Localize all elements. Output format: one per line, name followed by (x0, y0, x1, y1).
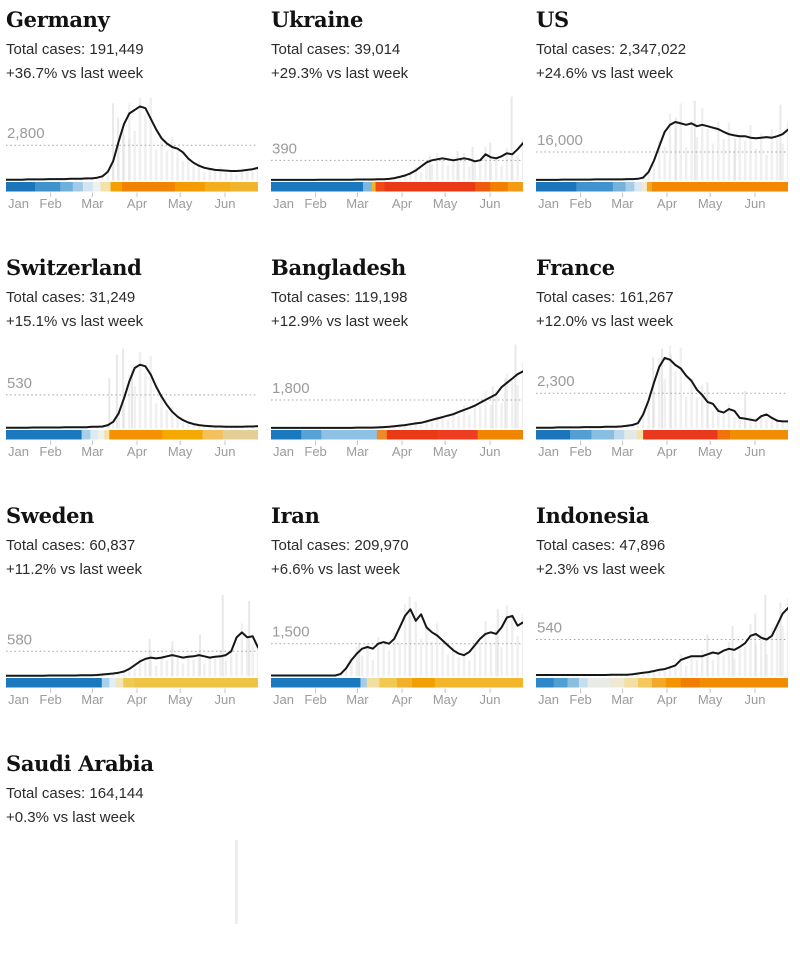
country-title: Germany (6, 7, 110, 32)
total-cases-value: 2,347,022 (619, 41, 687, 58)
country-title: Bangladesh (271, 255, 407, 280)
country-title: Ukraine (271, 7, 364, 32)
month-color-strip (271, 430, 523, 440)
country-title: Saudi Arabia (6, 751, 154, 776)
month-label: Apr (391, 444, 413, 459)
month-label: Feb (304, 196, 327, 211)
month-label: Jan (8, 692, 29, 707)
month-label: Apr (126, 196, 148, 211)
month-label: Apr (656, 692, 678, 707)
total-cases-label: Total cases: (6, 537, 86, 554)
threshold-label: 540 (537, 619, 563, 637)
weekly-change-label: vs last week (53, 809, 135, 826)
month-label: May (167, 444, 193, 459)
weekly-change-label: vs last week (326, 313, 409, 330)
country-panel (6, 752, 258, 960)
month-label: May (432, 692, 458, 707)
total-cases (6, 40, 258, 60)
daily-bars (32, 98, 258, 181)
country-panel (6, 256, 258, 464)
month-label: Feb (569, 196, 592, 211)
weekly-change (271, 560, 523, 580)
x-axis (273, 689, 500, 708)
month-label: Feb (304, 692, 327, 707)
weekly-change-value: +0.3% (6, 809, 49, 826)
total-cases (271, 536, 523, 556)
weekly-change (6, 312, 258, 332)
weekly-change-label: vs last week (583, 561, 665, 578)
month-label: Jun (479, 692, 501, 707)
country-title: Indonesia (536, 503, 650, 528)
x-axis (538, 193, 765, 212)
total-cases-label: Total cases: (271, 41, 351, 58)
weekly-change-value: +6.6% (271, 561, 314, 578)
total-cases-value: 31,249 (89, 289, 136, 306)
month-label: Jan (538, 444, 559, 459)
month-label: May (697, 196, 723, 211)
month-label: Jun (744, 444, 766, 459)
month-label: Mar (611, 444, 634, 459)
x-axis (538, 689, 765, 708)
cases-chart (536, 96, 788, 216)
month-label: Jun (744, 692, 766, 707)
threshold-label: 530 (7, 374, 33, 392)
month-label: Feb (569, 444, 592, 459)
month-color-strip (6, 182, 258, 192)
daily-bars (562, 346, 788, 429)
month-label: Jun (214, 196, 236, 211)
month-color-strip (536, 182, 788, 192)
month-label: Mar (81, 196, 104, 211)
weekly-change-value: +2.3% (536, 561, 579, 578)
cases-chart (6, 344, 258, 464)
total-cases (536, 288, 788, 308)
month-color-strip (6, 678, 258, 688)
month-label: Jun (744, 196, 766, 211)
month-label: Jan (538, 196, 559, 211)
total-cases-label: Total cases: (6, 41, 86, 58)
month-label: Mar (611, 196, 634, 211)
total-cases (6, 288, 258, 308)
weekly-change-value: +15.1% (6, 313, 58, 330)
country-title: Switzerland (6, 255, 142, 280)
country-panel (6, 504, 258, 712)
country-panel (271, 8, 523, 216)
total-cases-value: 161,267 (619, 289, 674, 306)
month-label: Apr (391, 196, 413, 211)
month-label: Apr (126, 444, 148, 459)
month-label: Mar (346, 196, 369, 211)
month-label: Jun (214, 692, 236, 707)
daily-bars (275, 601, 523, 676)
country-panel (536, 256, 788, 464)
threshold-label: 1,500 (272, 623, 310, 641)
month-color-strip (271, 182, 523, 192)
threshold-label: 2,300 (537, 373, 575, 391)
total-cases (6, 784, 258, 804)
cases-chart (536, 344, 788, 464)
weekly-change-label: vs last week (61, 65, 144, 82)
weekly-change-value: +36.7% (6, 65, 58, 82)
country-panel (536, 8, 788, 216)
month-label: Jan (273, 444, 294, 459)
month-label: Jan (538, 692, 559, 707)
month-label: Apr (126, 692, 148, 707)
total-cases-label: Total cases: (6, 785, 86, 802)
month-label: Mar (346, 692, 369, 707)
weekly-change (271, 312, 523, 332)
weekly-change-value: +29.3% (271, 65, 323, 82)
threshold-label: 580 (7, 631, 33, 649)
total-cases (271, 40, 523, 60)
total-cases-label: Total cases: (6, 289, 86, 306)
cases-chart (536, 592, 788, 712)
total-cases-value: 191,449 (89, 41, 144, 58)
total-cases-label: Total cases: (271, 289, 351, 306)
month-label: Jan (8, 444, 29, 459)
outlier-spikes (149, 595, 251, 676)
total-cases-value: 164,144 (89, 785, 144, 802)
x-axis (273, 193, 500, 212)
weekly-change-label: vs last week (591, 313, 674, 330)
country-panel (271, 504, 523, 712)
month-label: Apr (391, 692, 413, 707)
month-label: Feb (39, 196, 62, 211)
total-cases (271, 288, 523, 308)
total-cases-value: 209,970 (354, 537, 409, 554)
month-label: Jun (214, 444, 236, 459)
total-cases-value: 47,896 (619, 537, 666, 554)
x-axis (8, 441, 235, 460)
country-title: France (536, 255, 615, 280)
x-axis (273, 441, 500, 460)
month-label: Jun (479, 444, 501, 459)
month-label: Mar (81, 692, 104, 707)
outlier-spikes (429, 97, 513, 181)
month-label: May (697, 692, 723, 707)
month-label: Mar (81, 444, 104, 459)
month-label: Feb (304, 444, 327, 459)
threshold-label: 390 (272, 140, 298, 158)
weekly-change (271, 64, 523, 84)
daily-bars (32, 352, 258, 429)
month-label: Jan (273, 692, 294, 707)
total-cases-label: Total cases: (536, 289, 616, 306)
month-label: Mar (611, 692, 634, 707)
total-cases-value: 119,198 (354, 289, 408, 306)
weekly-change (6, 560, 258, 580)
country-title: Iran (271, 503, 320, 528)
month-color-strip (271, 678, 523, 688)
weekly-change-label: vs last week (60, 561, 143, 578)
weekly-change-label: vs last week (61, 313, 144, 330)
cases-chart (6, 840, 258, 960)
daily-bars (334, 138, 523, 181)
month-label: May (432, 196, 458, 211)
cases-chart (6, 592, 258, 712)
daily-bars (572, 103, 788, 180)
threshold-label: 2,800 (7, 125, 45, 143)
x-axis (8, 689, 235, 708)
weekly-change-label: vs last week (591, 65, 674, 82)
total-cases-value: 39,014 (354, 41, 401, 58)
weekly-change (536, 560, 788, 580)
total-cases-value: 60,837 (89, 537, 136, 554)
weekly-change-label: vs last week (318, 561, 400, 578)
threshold-label: 1,800 (272, 379, 310, 397)
country-title: US (536, 7, 569, 32)
month-label: Feb (569, 692, 592, 707)
month-label: May (167, 196, 193, 211)
month-label: Jun (479, 196, 501, 211)
cases-chart (271, 344, 523, 464)
total-cases-label: Total cases: (536, 537, 616, 554)
threshold-label: 16,000 (537, 131, 583, 149)
weekly-change-value: +24.6% (536, 65, 588, 82)
weekly-change-value: +12.0% (536, 313, 588, 330)
country-title: Sweden (6, 503, 95, 528)
total-cases (536, 536, 788, 556)
month-label: May (697, 444, 723, 459)
month-label: Feb (39, 444, 62, 459)
country-panel (536, 504, 788, 712)
total-cases-label: Total cases: (271, 537, 351, 554)
month-label: Apr (656, 196, 678, 211)
weekly-change (536, 312, 788, 332)
month-color-strip (6, 430, 258, 440)
month-label: Feb (39, 692, 62, 707)
month-label: Mar (346, 444, 369, 459)
cases-chart (6, 96, 258, 216)
charts-grid (6, 8, 800, 960)
month-label: Apr (656, 444, 678, 459)
weekly-change-label: vs last week (326, 65, 409, 82)
month-color-strip (536, 678, 788, 688)
country-panel (6, 8, 258, 216)
weekly-change-value: +12.9% (271, 313, 323, 330)
cases-chart (271, 96, 523, 216)
weekly-change (6, 808, 258, 828)
total-cases (6, 536, 258, 556)
country-panel (271, 256, 523, 464)
weekly-change (6, 64, 258, 84)
weekly-change (536, 64, 788, 84)
total-cases (536, 40, 788, 60)
month-label: May (167, 692, 193, 707)
cases-chart (271, 592, 523, 712)
month-label: Jan (273, 196, 294, 211)
month-label: May (432, 444, 458, 459)
x-axis (8, 193, 235, 212)
outlier-spikes (652, 349, 746, 429)
month-label: Jan (8, 196, 29, 211)
x-axis (538, 441, 765, 460)
month-color-strip (536, 430, 788, 440)
weekly-change-value: +11.2% (6, 561, 57, 578)
total-cases-label: Total cases: (536, 41, 616, 58)
